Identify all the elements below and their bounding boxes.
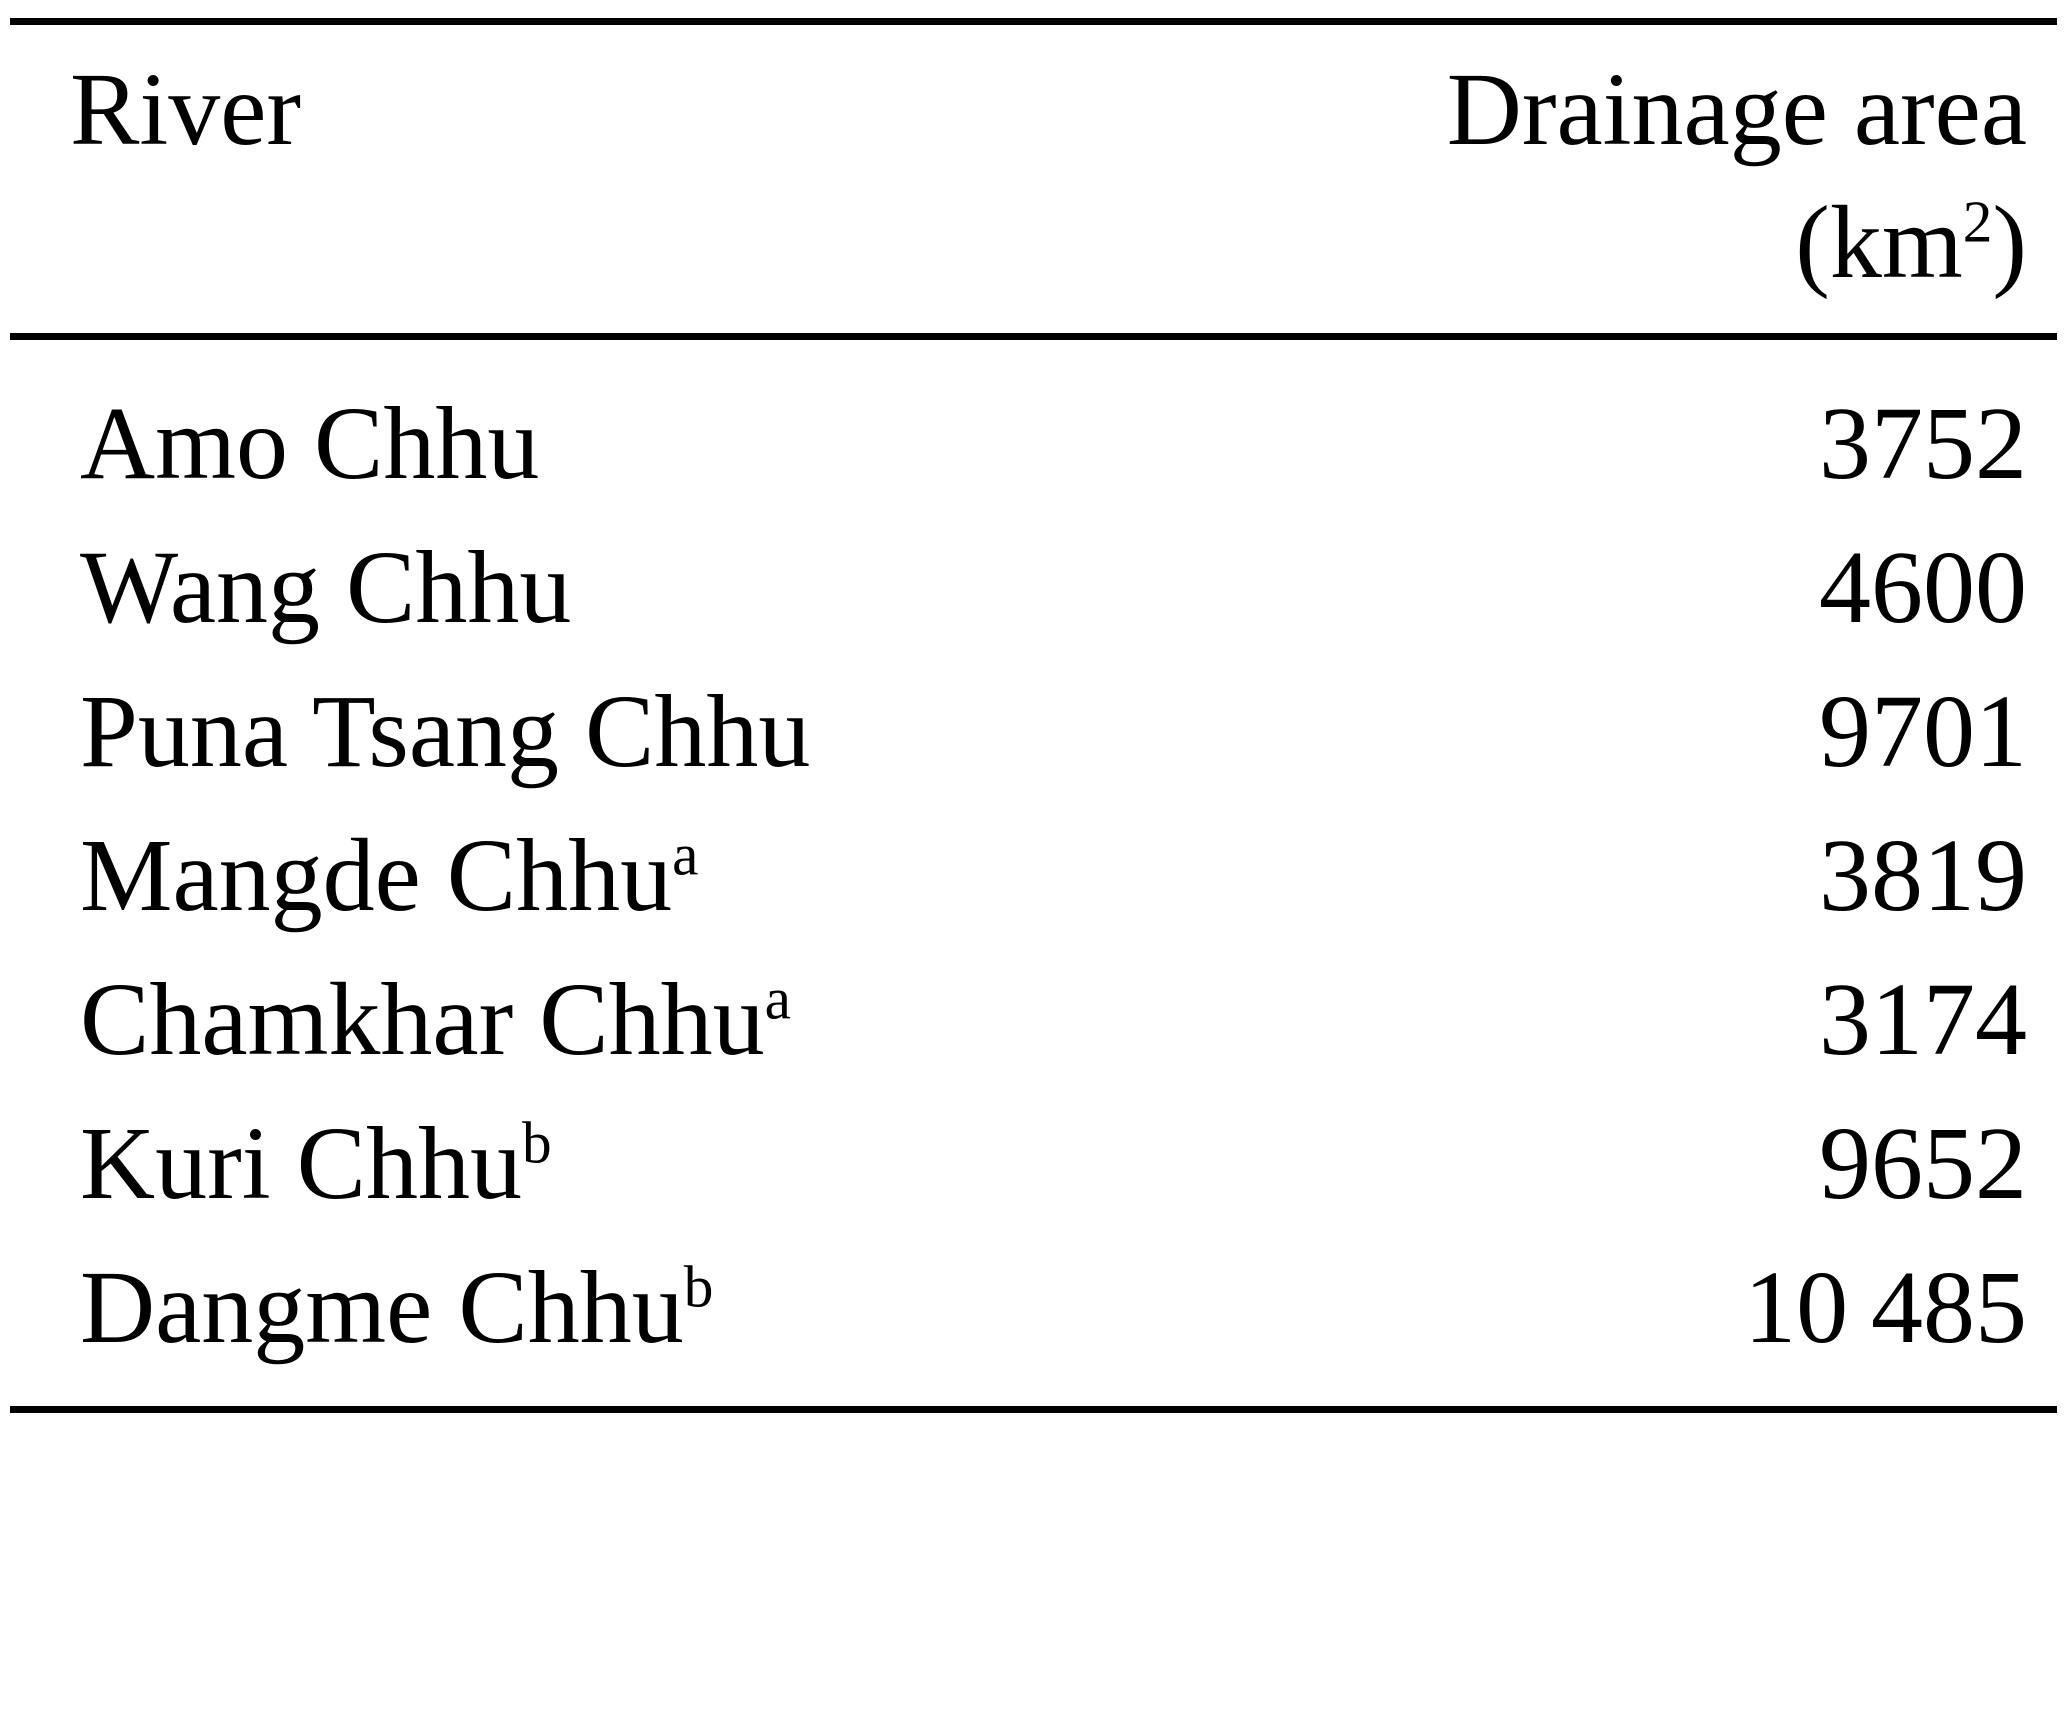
units-suffix: ) xyxy=(1992,185,2027,301)
cell-river-name xyxy=(10,948,1197,1092)
table-bottom-rule xyxy=(10,1406,2057,1413)
column-header-river: River xyxy=(70,52,302,167)
table-row xyxy=(10,660,2057,804)
table-row xyxy=(10,340,2057,516)
cell-drainage-area: 9652 xyxy=(1819,1106,2027,1222)
drainage-area-remainder: 485 xyxy=(1871,1250,2027,1366)
rivers-drainage-area-body xyxy=(10,340,2057,1406)
table-row xyxy=(10,516,2057,660)
cell-river-name xyxy=(10,516,1197,660)
river-footnote-marker: a xyxy=(764,965,791,1032)
cell-river-name xyxy=(10,660,1197,804)
cell-river-name xyxy=(10,804,1197,948)
table-row xyxy=(10,1236,2057,1406)
river-footnote-marker: b xyxy=(683,1253,714,1320)
column-header-drainage-area-line1: Drainage area xyxy=(1446,52,2027,167)
river-name: Dangme Chhu xyxy=(80,1250,684,1366)
cell-river-name xyxy=(10,1236,1197,1406)
river-name: Puna Tsang Chhu xyxy=(80,674,811,790)
table-row xyxy=(10,804,2057,948)
table-container xyxy=(0,18,2067,1413)
river-name: Chamkhar Chhu xyxy=(80,962,765,1078)
table-row xyxy=(10,1092,2057,1236)
cell-drainage-area: 3819 xyxy=(1819,818,2027,934)
drainage-area-thousands: 10 xyxy=(1744,1250,1849,1366)
column-header-drainage-area xyxy=(1197,25,2057,333)
column-header-drainage-area-units xyxy=(1197,176,2027,309)
table-header xyxy=(10,25,2057,333)
river-name: Kuri Chhu xyxy=(80,1106,522,1222)
cell-river-name xyxy=(10,340,1197,516)
cell-drainage-area: 3174 xyxy=(1819,962,2027,1078)
river-name: Wang Chhu xyxy=(80,530,572,646)
units-exponent: 2 xyxy=(1962,188,1993,255)
river-footnote-marker: b xyxy=(522,1109,552,1176)
table-row xyxy=(10,948,2057,1092)
table-body xyxy=(10,340,2057,1406)
table-top-rule xyxy=(10,18,2057,25)
table-header-rule xyxy=(10,333,2057,340)
cell-drainage-area xyxy=(1197,1236,2057,1406)
rivers-drainage-area-table xyxy=(10,25,2057,333)
table-header-row xyxy=(10,25,2057,333)
units-prefix: (km xyxy=(1795,185,1963,301)
cell-drainage-area: 9701 xyxy=(1819,674,2027,790)
cell-drainage-area: 4600 xyxy=(1819,530,2027,646)
river-footnote-marker: a xyxy=(672,821,699,888)
cell-drainage-area: 3752 xyxy=(1819,386,2027,502)
cell-river-name xyxy=(10,1092,1197,1236)
river-name: Amo Chhu xyxy=(80,386,540,502)
river-name: Mangde Chhu xyxy=(80,818,673,934)
